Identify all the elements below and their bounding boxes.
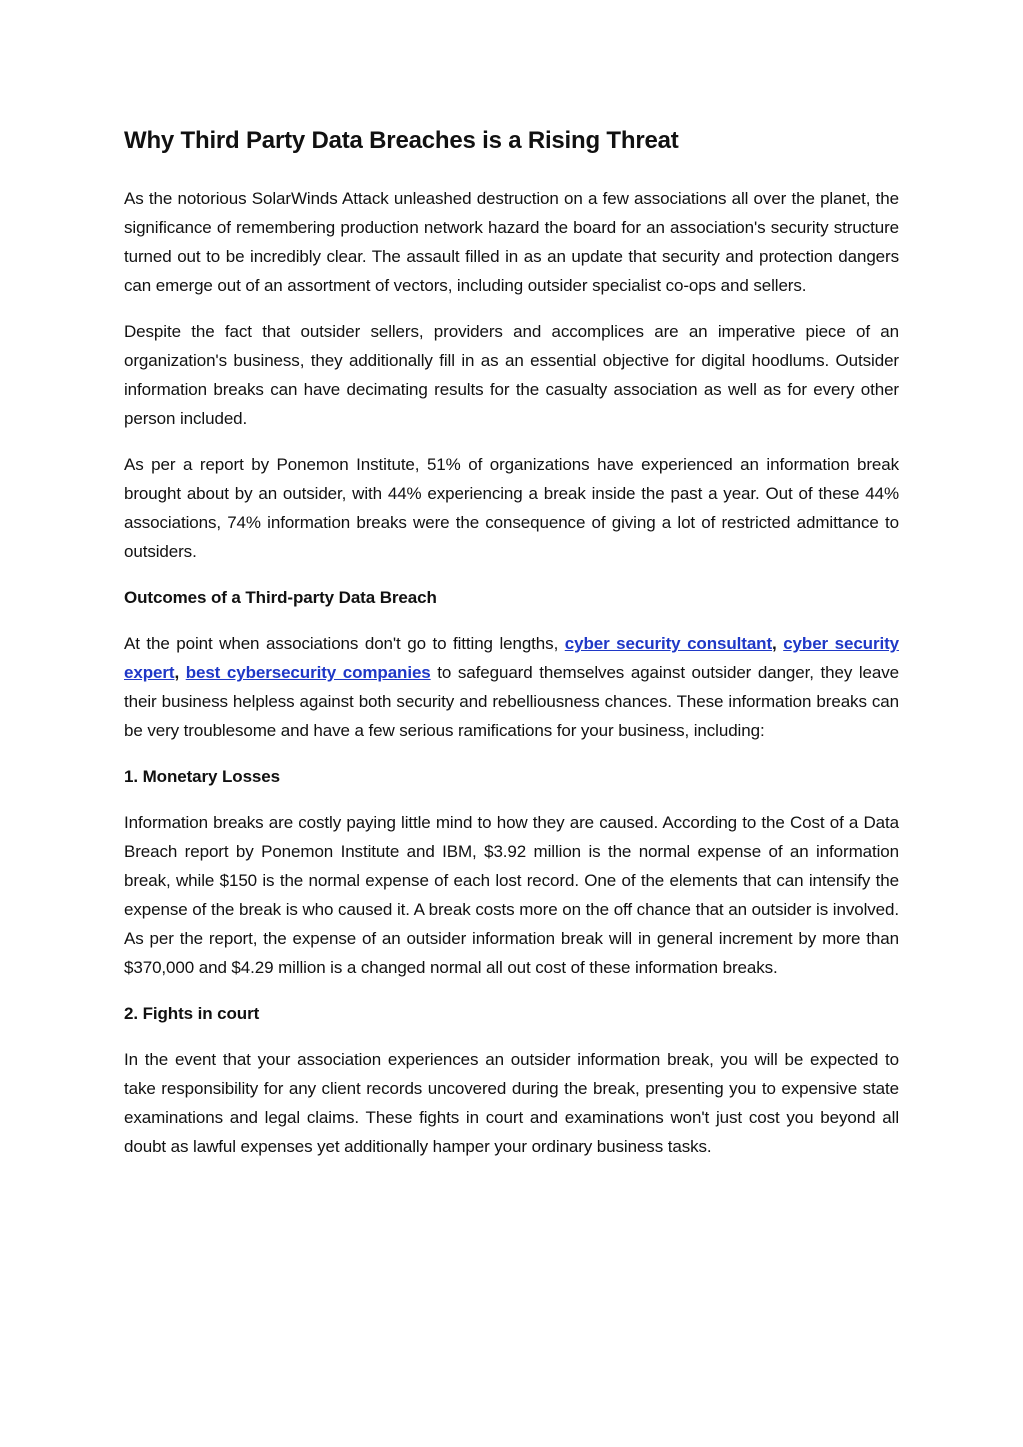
cyber-security-consultant-link[interactable]: cyber security consultant	[564, 634, 773, 653]
best-cybersecurity-companies-link[interactable]: best cybersecurity companies	[185, 663, 431, 682]
paragraph-monetary-losses: Information breaks are costly paying little mind to how they are caused. According to the Cost of a Data Breach report by Ponemon Institute and IBM, $3.92 million is the normal expense of an information break, while $150 is the normal expense of each lost record. One of the elements that can intensify the expense of the break is who caused it. A break costs more on the off chance that an outsider is involved. As per the report, the expense of an outsider information break will in general increment by more than $370,000 and $4.29 million is a changed normal all out cost of these information breaks.	[124, 813, 899, 977]
heading-monetary-losses: 1. Monetary Losses	[124, 767, 280, 786]
page-title: Why Third Party Data Breaches is a Rising Threat	[124, 127, 679, 154]
link-separator-2: ,	[174, 663, 186, 682]
heading-outcomes: Outcomes of a Third-party Data Breach	[124, 588, 437, 607]
document-page	[124, 122, 899, 1178]
paragraph-outsider-sellers: Despite the fact that outsider sellers, providers and accomplices are an imperative piece of an organization's business, they additionally fill in as an essential objective for digital hoodlums. Outsider information breaks can have decimating results for the casualty association as well as for every other person included.	[124, 322, 899, 428]
paragraph-solarwinds: As the notorious SolarWinds Attack unleashed destruction on a few associations all over the planet, the significance of remembering production network hazard the board for an association's security structure turned out to be incredibly clear. The assault filled in as an update that security and protection dangers can emerge out of an assortment of vectors, including outsider specialist co-ops and sellers.	[124, 189, 899, 295]
outcomes-text-after: to safeguard themselves against outsider danger, they leave their business helpless against both security and rebelliousness chances. These information breaks can be very troublesome and have a few serious ramifications for your business, including:	[124, 663, 899, 740]
link-separator-1: ,	[772, 634, 784, 653]
cyber-security-expert-link[interactable]: cyber security expert	[124, 634, 900, 682]
heading-fights-in-court: 2. Fights in court	[124, 1004, 260, 1023]
outcomes-text-before: At the point when associations don't go to fitting lengths,	[124, 634, 565, 653]
paragraph-fights-in-court: In the event that your association experiences an outsider information break, you will be expected to take responsibility for any client records uncovered during the break, presenting you to expensive state examinations and legal claims. These fights in court and examinations won't just cost you beyond all doubt as lawful expenses yet additionally hamper your ordinary business tasks.	[124, 1050, 899, 1156]
paragraph-outcomes	[124, 629, 899, 745]
paragraph-ponemon-report: As per a report by Ponemon Institute, 51% of organizations have experienced an information break brought about by an outsider, with 44% experiencing a break inside the past a year. Out of these 44% associations, 74% information breaks were the consequence of giving a lot of restricted admittance to outsiders.	[124, 455, 899, 561]
